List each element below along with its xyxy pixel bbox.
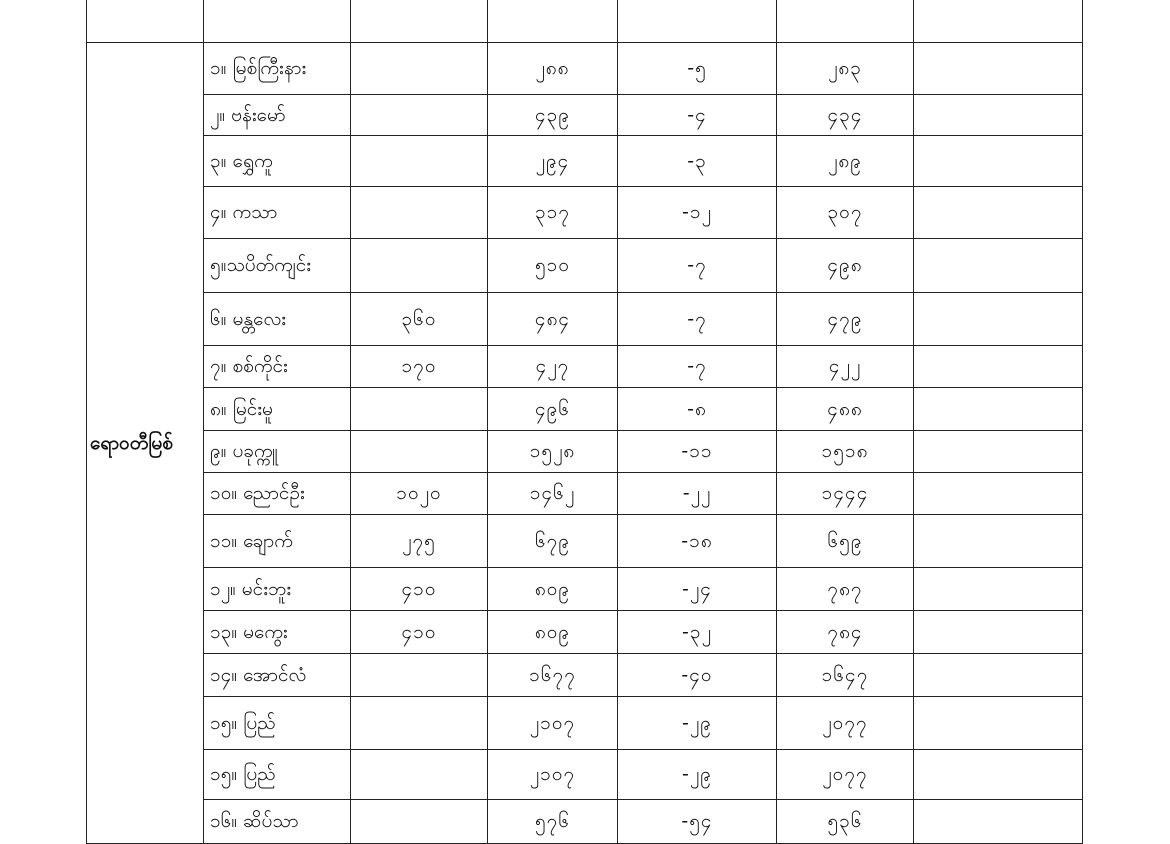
value-cell bbox=[351, 95, 488, 136]
table-row bbox=[87, 654, 1083, 697]
value-cell bbox=[351, 654, 488, 697]
value-cell: ၄၉၈ bbox=[777, 239, 914, 293]
remarks-cell bbox=[914, 800, 1083, 844]
table-row bbox=[87, 800, 1083, 844]
table-row bbox=[87, 750, 1083, 800]
value-cell: -၂၉ bbox=[618, 750, 777, 800]
value-cell: ၃၁၇ bbox=[488, 187, 618, 239]
value-cell: -၁၁ bbox=[618, 431, 777, 473]
value-cell: ၄၃၄ bbox=[777, 95, 914, 136]
value-cell: -၂၉ bbox=[618, 697, 777, 750]
remarks-cell bbox=[914, 293, 1083, 346]
table-row bbox=[87, 239, 1083, 293]
value-cell: ၂၈၈ bbox=[488, 43, 618, 95]
station-name: ၃။ ရွှေကူ bbox=[204, 136, 351, 187]
value-cell bbox=[351, 388, 488, 431]
remarks-cell bbox=[914, 187, 1083, 239]
remarks-cell bbox=[914, 431, 1083, 473]
station-name: ၁၅။ ပြည် bbox=[204, 750, 351, 800]
station-name: ၁၁။ ချောက် bbox=[204, 515, 351, 568]
value-cell: ၄၁၀ bbox=[351, 568, 488, 611]
value-cell: ၂၁၀၇ bbox=[488, 697, 618, 750]
value-cell: ၄၁၀ bbox=[351, 611, 488, 654]
value-cell: ၆၇၉ bbox=[488, 515, 618, 568]
station-name: ၁။ မြစ်ကြီးနား bbox=[204, 43, 351, 95]
value-cell: ၇၈၄ bbox=[777, 611, 914, 654]
value-cell: ၁၆၄၇ bbox=[777, 654, 914, 697]
table-row bbox=[87, 136, 1083, 187]
station-name: ၄။ ကသာ bbox=[204, 187, 351, 239]
station-name: ၁၃။ မကွေး bbox=[204, 611, 351, 654]
table-row bbox=[87, 346, 1083, 388]
value-cell: ၃၀၇ bbox=[777, 187, 914, 239]
value-cell: -၅ bbox=[618, 43, 777, 95]
value-cell bbox=[351, 750, 488, 800]
value-cell bbox=[351, 187, 488, 239]
station-name: ၈။ မြင်းမူ bbox=[204, 388, 351, 431]
value-cell: ၄၇၉ bbox=[777, 293, 914, 346]
table-header-row bbox=[87, 0, 1083, 43]
value-cell: ၄၂၂ bbox=[777, 346, 914, 388]
value-cell: ၇၈၇ bbox=[777, 568, 914, 611]
value-cell bbox=[351, 43, 488, 95]
value-cell: ၃၆၀ bbox=[351, 293, 488, 346]
station-name: ၉။ ပခုက္ကူ bbox=[204, 431, 351, 473]
header-cell bbox=[351, 0, 488, 43]
value-cell: -၅၄ bbox=[618, 800, 777, 844]
header-cell bbox=[914, 0, 1083, 43]
remarks-cell bbox=[914, 95, 1083, 136]
value-cell: ၄၃၉ bbox=[488, 95, 618, 136]
value-cell: ၁၇၀ bbox=[351, 346, 488, 388]
table-row bbox=[87, 473, 1083, 515]
value-cell: ၄၉၆ bbox=[488, 388, 618, 431]
value-cell: -၇ bbox=[618, 346, 777, 388]
value-cell: ၁၄၄၄ bbox=[777, 473, 914, 515]
remarks-cell bbox=[914, 473, 1083, 515]
remarks-cell bbox=[914, 43, 1083, 95]
value-cell: -၃ bbox=[618, 136, 777, 187]
value-cell: ၁၅၂၈ bbox=[488, 431, 618, 473]
value-cell: ၁၅၁၈ bbox=[777, 431, 914, 473]
value-cell: ၂၉၄ bbox=[488, 136, 618, 187]
value-cell bbox=[351, 239, 488, 293]
value-cell: -၇ bbox=[618, 239, 777, 293]
table-row bbox=[87, 43, 1083, 95]
value-cell bbox=[351, 136, 488, 187]
remarks-cell bbox=[914, 239, 1083, 293]
value-cell: -၄ bbox=[618, 95, 777, 136]
station-name: ၅။သပိတ်ကျင်း bbox=[204, 239, 351, 293]
table-row bbox=[87, 95, 1083, 136]
value-cell: -၁၂ bbox=[618, 187, 777, 239]
station-name: ၁၅။ ပြည် bbox=[204, 697, 351, 750]
value-cell bbox=[351, 431, 488, 473]
value-cell: ၆၅၉ bbox=[777, 515, 914, 568]
value-cell: ၈၀၉ bbox=[488, 568, 618, 611]
value-cell: ၂၇၅ bbox=[351, 515, 488, 568]
station-name: ၁၆။ ဆိပ်သာ bbox=[204, 800, 351, 844]
header-cell bbox=[204, 0, 351, 43]
value-cell: ၅၃၆ bbox=[777, 800, 914, 844]
station-name: ၁၂။ မင်းဘူး bbox=[204, 568, 351, 611]
station-name: ၁၀။ ညောင်ဦး bbox=[204, 473, 351, 515]
table-row bbox=[87, 293, 1083, 346]
table-row bbox=[87, 568, 1083, 611]
table-row bbox=[87, 611, 1083, 654]
header-cell bbox=[777, 0, 914, 43]
value-cell bbox=[351, 697, 488, 750]
value-cell: ၂၀၇၇ bbox=[777, 750, 914, 800]
remarks-cell bbox=[914, 568, 1083, 611]
value-cell: ၂၁၀၇ bbox=[488, 750, 618, 800]
station-name: ၂။ ဗန်းမော် bbox=[204, 95, 351, 136]
remarks-cell bbox=[914, 388, 1083, 431]
value-cell: ၅၇၆ bbox=[488, 800, 618, 844]
value-cell: ၅၁၀ bbox=[488, 239, 618, 293]
value-cell: ၈၀၉ bbox=[488, 611, 618, 654]
station-name: ၇။ စစ်ကိုင်း bbox=[204, 346, 351, 388]
value-cell: ၁၀၂၀ bbox=[351, 473, 488, 515]
remarks-cell bbox=[914, 750, 1083, 800]
value-cell: -၁၈ bbox=[618, 515, 777, 568]
value-cell: -၇ bbox=[618, 293, 777, 346]
value-cell: ၄၂၇ bbox=[488, 346, 618, 388]
station-name: ၆။ မန္တလေး bbox=[204, 293, 351, 346]
remarks-cell bbox=[914, 611, 1083, 654]
value-cell: -၈ bbox=[618, 388, 777, 431]
value-cell: ၂၈၃ bbox=[777, 43, 914, 95]
value-cell: ၂၀၇၇ bbox=[777, 697, 914, 750]
table-row bbox=[87, 431, 1083, 473]
remarks-cell bbox=[914, 346, 1083, 388]
remarks-cell bbox=[914, 697, 1083, 750]
value-cell: ၂၈၉ bbox=[777, 136, 914, 187]
value-cell: ၄၈၈ bbox=[777, 388, 914, 431]
table-row bbox=[87, 388, 1083, 431]
header-cell bbox=[488, 0, 618, 43]
remarks-cell bbox=[914, 654, 1083, 697]
value-cell: ၄၈၄ bbox=[488, 293, 618, 346]
table-row bbox=[87, 187, 1083, 239]
table-row bbox=[87, 697, 1083, 750]
remarks-cell bbox=[914, 515, 1083, 568]
value-cell: -၄၀ bbox=[618, 654, 777, 697]
table-row bbox=[87, 515, 1083, 568]
remarks-cell bbox=[914, 136, 1083, 187]
header-cell bbox=[87, 0, 204, 43]
value-cell: -၂၄ bbox=[618, 568, 777, 611]
region-label: ရောဝတီမြစ် bbox=[87, 43, 204, 844]
value-cell: -၂၂ bbox=[618, 473, 777, 515]
river-stations-table bbox=[86, 0, 1083, 844]
value-cell: -၃၂ bbox=[618, 611, 777, 654]
value-cell bbox=[351, 800, 488, 844]
station-name: ၁၄။ အောင်လံ bbox=[204, 654, 351, 697]
header-cell bbox=[618, 0, 777, 43]
value-cell: ၁၆၇၇ bbox=[488, 654, 618, 697]
value-cell: ၁၄၆၂ bbox=[488, 473, 618, 515]
